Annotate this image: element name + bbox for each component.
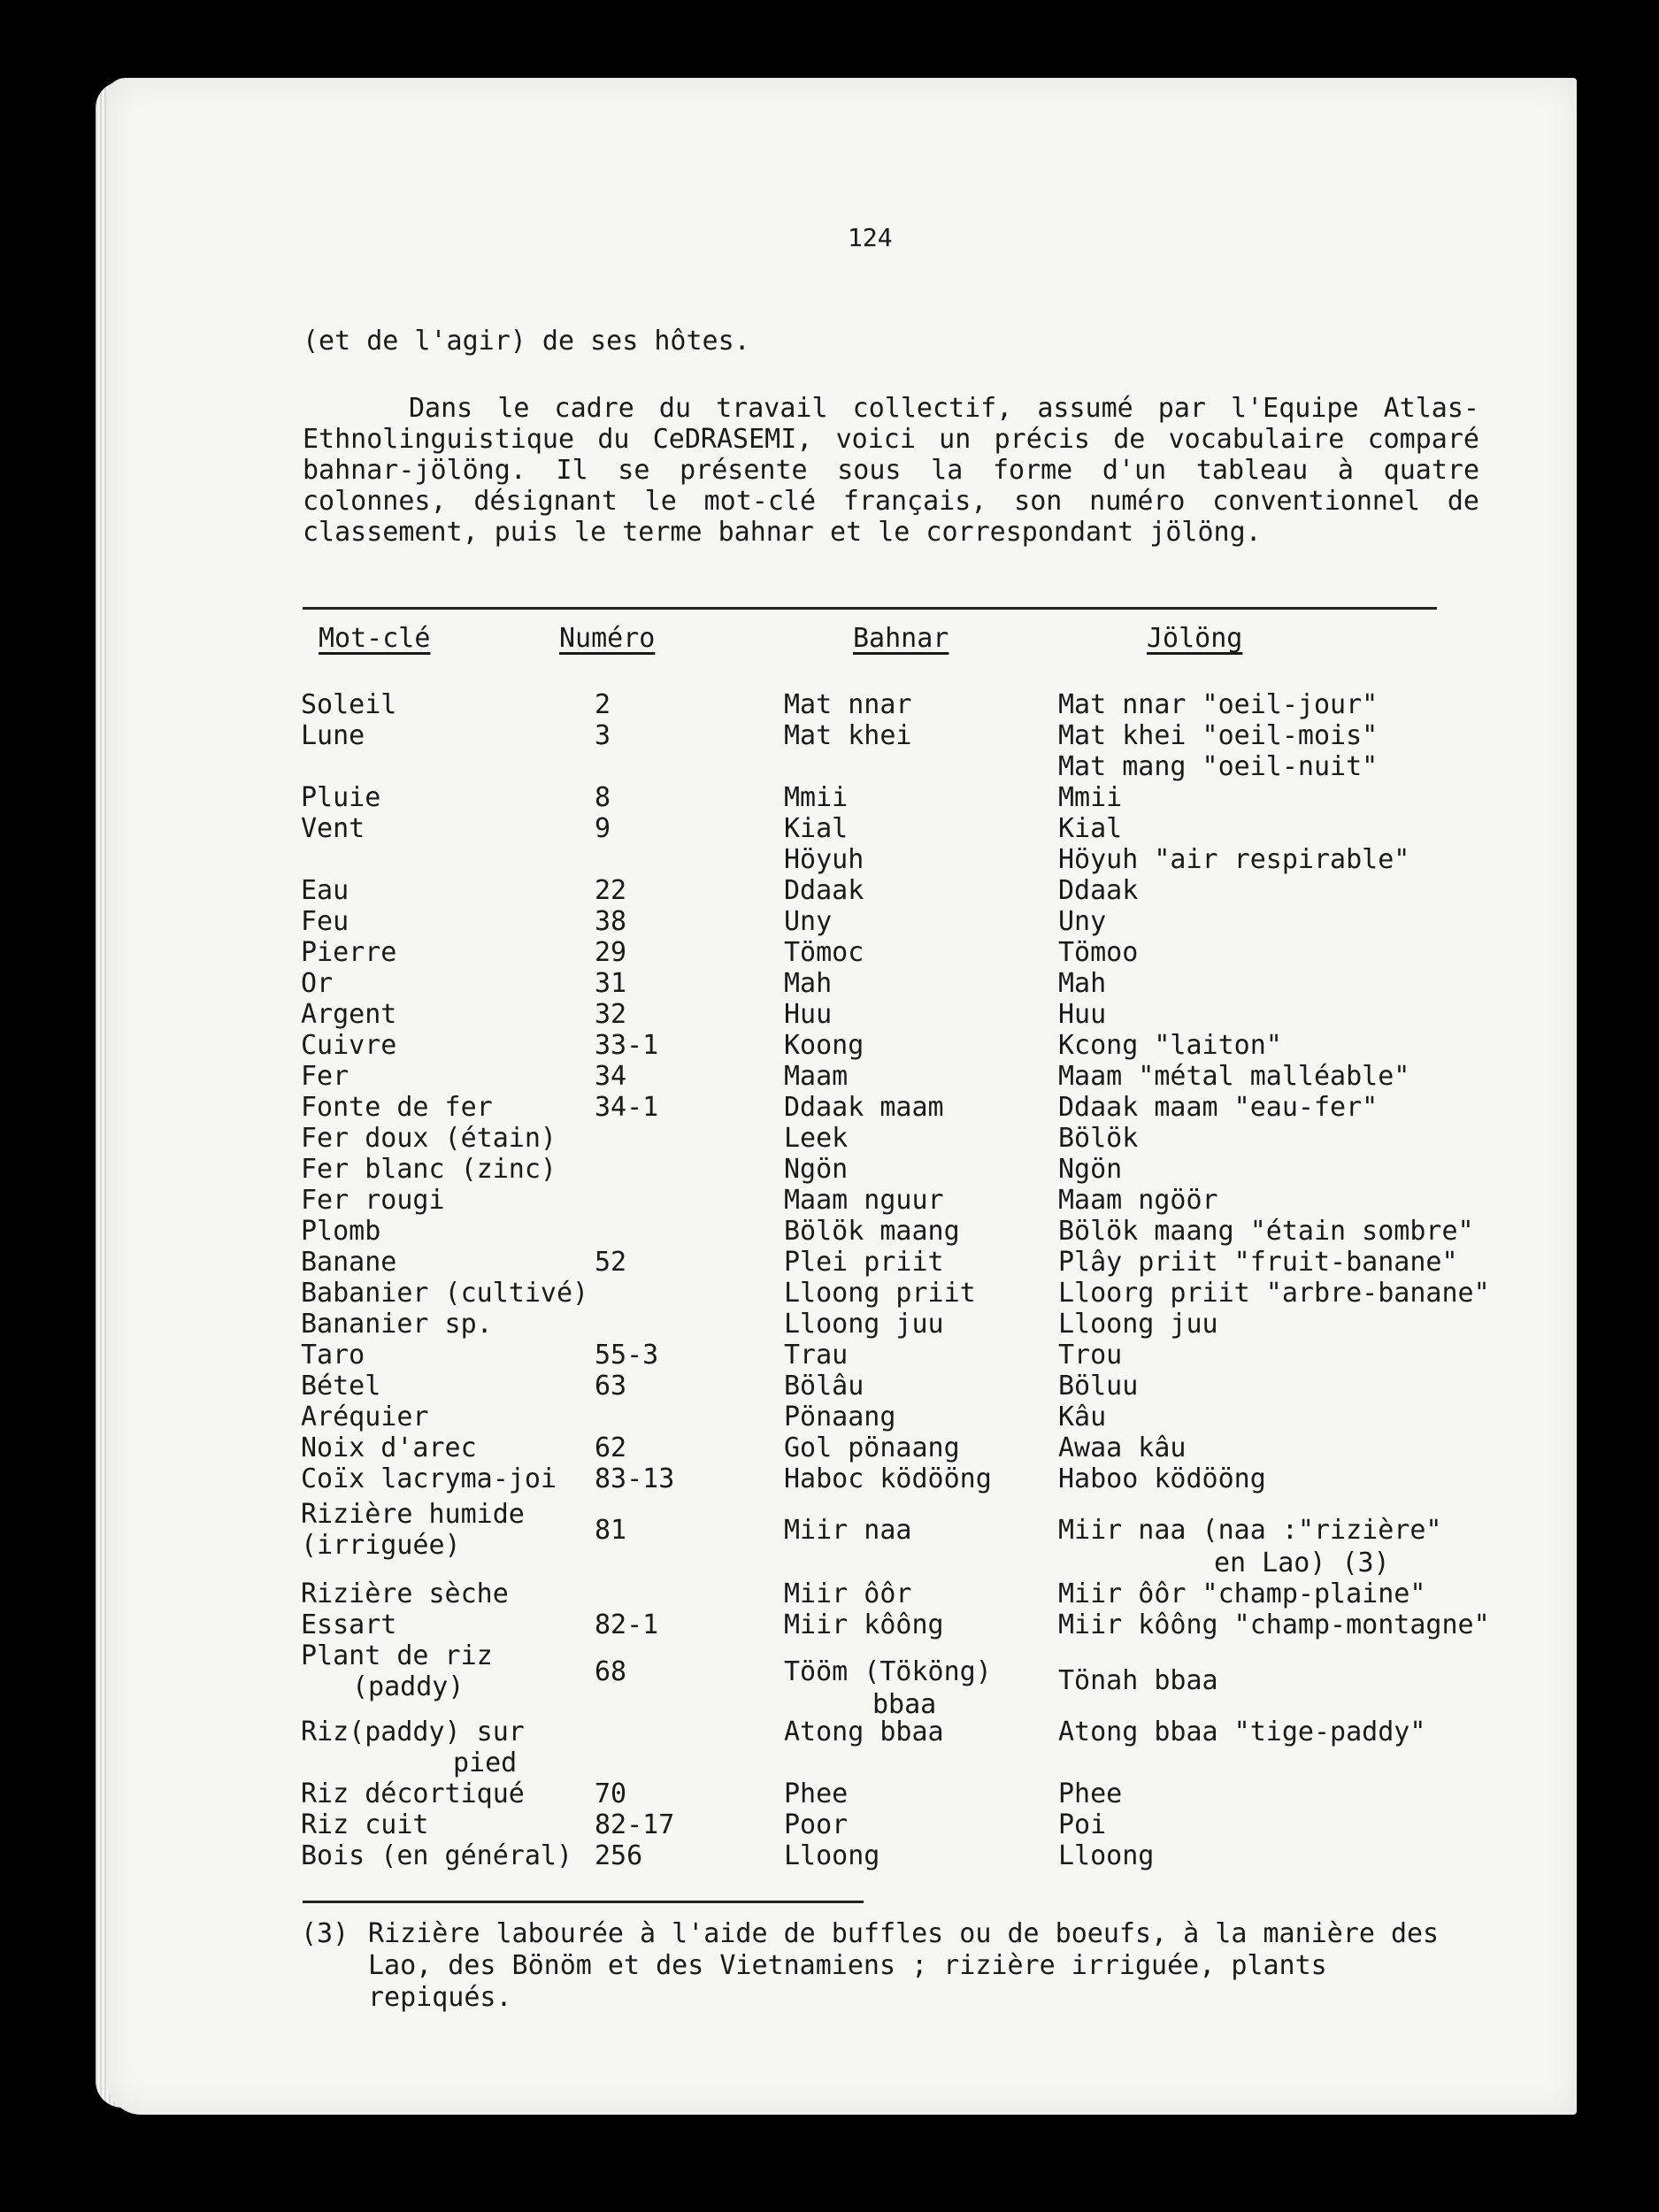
bahnar-cell: Atong bbaa (784, 1717, 944, 1747)
jolong-cell: Tönah bbaa (1058, 1665, 1218, 1696)
table-row (0, 999, 1659, 1031)
jolong-cell: Miir naa (naa :"rizière" (1058, 1515, 1442, 1546)
jolong-cell: Huu (1058, 999, 1107, 1030)
jolong-cell: Maam "métal malléable" (1058, 1061, 1410, 1092)
footnote-marker: (3) (301, 1918, 349, 1949)
mot-cle-cell: Argent (301, 999, 397, 1030)
intro-paragraph: Dans le cadre du travail collectif, assumé par l'Equipe Atlas-Ethnolinguistique du CeDRASEMI, voici un précis de vocabulaire comparé bahnar-jölöng. Il se présente sous la forme d'un tableau à quatre colonnes, désignant le mot-clé français, son numéro conventionnel de classement, puis le terme bahnar et le correspondant jölöng. (303, 393, 1479, 548)
jolong-cell: Mat khei "oeil-mois" (1058, 720, 1379, 751)
jolong-cell: Miir kôông "champ-montagne" (1058, 1609, 1490, 1640)
numero-cell: 32 (595, 999, 627, 1030)
jolong-cell: Poi (1058, 1809, 1107, 1840)
jolong-cell: Plây priit "fruit-banane" (1058, 1247, 1458, 1278)
table-row (0, 1309, 1659, 1340)
bahnar-cell: bbaa (872, 1689, 937, 1720)
mot-cle-cell: Cuivre (301, 1030, 397, 1061)
jolong-cell: Kial (1058, 813, 1123, 844)
mot-cle-cell: Riz décortiqué (301, 1778, 525, 1809)
jolong-cell: Mat nnar "oeil-jour" (1058, 689, 1379, 720)
mot-cle-cell: Banane (301, 1247, 397, 1278)
table-row (0, 1278, 1659, 1310)
jolong-cell: Lloong juu (1058, 1309, 1218, 1340)
table-row (0, 1463, 1659, 1495)
bahnar-cell: Miir naa (784, 1515, 912, 1546)
table-row (0, 813, 1659, 845)
numero-cell: 22 (595, 875, 627, 906)
table-row (0, 906, 1659, 938)
table-row (0, 1371, 1659, 1402)
jolong-cell: Phee (1058, 1778, 1123, 1809)
jolong-cell: Maam ngöör (1058, 1185, 1218, 1216)
numero-cell: 9 (595, 813, 611, 844)
mot-cle-cell: Babanier (cultivé) (301, 1278, 589, 1309)
table-top-rule (303, 607, 1437, 610)
bahnar-cell: Maam nguur (784, 1185, 944, 1216)
bahnar-cell: Phee (784, 1778, 849, 1809)
table-row (0, 782, 1659, 814)
numero-cell: 31 (595, 968, 627, 999)
table-row (0, 1840, 1659, 1872)
bahnar-cell: Kial (784, 813, 849, 844)
intro-line: (et de l'agir) de ses hôtes. (303, 326, 750, 357)
numero-cell: 55-3 (595, 1340, 659, 1371)
mot-cle-cell: Bétel (301, 1371, 381, 1402)
jolong-cell: Höyuh "air respirable" (1058, 844, 1410, 875)
jolong-cell: Ddaak (1058, 875, 1139, 906)
table-row (0, 875, 1659, 907)
mot-cle-cell: Fer rougi (301, 1185, 445, 1216)
mot-cle-cell: (paddy) (352, 1671, 465, 1702)
bahnar-cell: Lloong (784, 1840, 880, 1871)
bahnar-cell: Lloong priit (784, 1278, 976, 1309)
table-row (0, 1809, 1659, 1841)
table-row (0, 1432, 1659, 1464)
numero-cell: 2 (595, 689, 611, 720)
table-row (0, 689, 1659, 721)
mot-cle-cell: Riz cuit (301, 1809, 429, 1840)
jolong-cell: Ngön (1058, 1154, 1123, 1185)
table-row (0, 1216, 1659, 1248)
numero-cell: 68 (595, 1656, 627, 1687)
table-row (0, 1548, 1659, 1579)
jolong-cell: Bölök maang "étain sombre" (1058, 1216, 1474, 1247)
table-row (0, 1123, 1659, 1155)
mot-cle-cell: Riz(paddy) sur (301, 1717, 525, 1747)
bahnar-cell: Tömoc (784, 937, 864, 968)
table-row (0, 1061, 1659, 1093)
bahnar-cell: Mmii (784, 782, 849, 813)
numero-cell: 82-17 (595, 1809, 675, 1840)
table-row (0, 1578, 1659, 1610)
header-bahnar: Bahnar (853, 623, 949, 654)
mot-cle-cell: Fer (301, 1061, 349, 1092)
mot-cle-cell: Feu (301, 906, 349, 937)
numero-cell: 33-1 (595, 1030, 659, 1061)
bahnar-cell: Haboc ködööng (784, 1463, 992, 1494)
table-row (0, 937, 1659, 969)
bahnar-cell: Poor (784, 1809, 849, 1840)
jolong-cell: Ddaak maam "eau-fer" (1058, 1092, 1379, 1123)
numero-cell: 3 (595, 720, 611, 751)
mot-cle-cell: Plomb (301, 1216, 381, 1247)
bahnar-cell: Tööm (Tököng) (784, 1656, 992, 1687)
jolong-cell: Tömoo (1058, 937, 1139, 968)
mot-cle-cell: Or (301, 968, 334, 999)
table-row (0, 1030, 1659, 1062)
numero-cell: 63 (595, 1371, 627, 1402)
mot-cle-cell: Pluie (301, 782, 381, 813)
bahnar-cell: Mat nnar (784, 689, 912, 720)
mot-cle-cell: Essart (301, 1609, 397, 1640)
jolong-cell: Mah (1058, 968, 1107, 999)
table-row (0, 1340, 1659, 1371)
bahnar-cell: Mat khei (784, 720, 912, 751)
jolong-cell: Awaa kâu (1058, 1432, 1187, 1463)
mot-cle-cell: Bananier sp. (301, 1309, 493, 1340)
jolong-cell: Haboo ködööng (1058, 1463, 1266, 1494)
numero-cell: 38 (595, 906, 627, 937)
table-row (0, 968, 1659, 1000)
jolong-cell: Trou (1058, 1340, 1123, 1371)
table-row (0, 751, 1659, 783)
jolong-cell: Böluu (1058, 1371, 1139, 1402)
jolong-cell: en Lao) (3) (1214, 1548, 1390, 1578)
mot-cle-cell: Taro (301, 1340, 365, 1371)
numero-cell: 8 (595, 782, 611, 813)
mot-cle-cell: Coïx lacryma-joi (301, 1463, 557, 1494)
mot-cle-cell: Fonte de fer (301, 1092, 493, 1123)
header-jolong: Jölöng (1147, 623, 1243, 654)
bahnar-cell: Bölök maang (784, 1216, 960, 1247)
bahnar-cell: Plei priit (784, 1247, 944, 1278)
numero-cell: 34 (595, 1061, 627, 1092)
header-numero: Numéro (559, 623, 656, 654)
mot-cle-cell: Rizière humide (301, 1499, 525, 1530)
jolong-cell: Bölök (1058, 1123, 1139, 1154)
jolong-cell: Mat mang "oeil-nuit" (1058, 751, 1379, 782)
mot-cle-cell: (irriguée) (301, 1530, 461, 1561)
mot-cle-cell: Vent (301, 813, 365, 844)
table-row (0, 1717, 1659, 1748)
table-row (0, 844, 1659, 876)
mot-cle-cell: Lune (301, 720, 365, 751)
bahnar-cell: Ddaak (784, 875, 864, 906)
table-row (0, 1185, 1659, 1217)
numero-cell: 52 (595, 1247, 627, 1278)
bahnar-cell: Ngön (784, 1154, 849, 1185)
bahnar-cell: Mah (784, 968, 833, 999)
table-row (0, 1747, 1659, 1779)
mot-cle-cell: Fer doux (étain) (301, 1123, 557, 1154)
mot-cle-cell: Rizière sèche (301, 1578, 509, 1609)
mot-cle-cell: Eau (301, 875, 349, 906)
mot-cle-cell: Soleil (301, 689, 397, 720)
bahnar-cell: Leek (784, 1123, 849, 1154)
page-number: 124 (848, 223, 893, 252)
footnote-rule (303, 1901, 864, 1903)
jolong-cell: Kcong "laiton" (1058, 1030, 1282, 1061)
bahnar-cell: Höyuh (784, 844, 864, 875)
bahnar-cell: Miir ôôr (784, 1578, 912, 1609)
table-row (0, 1154, 1659, 1186)
mot-cle-cell: pied (453, 1747, 518, 1778)
bahnar-cell: Miir kôông (784, 1609, 944, 1640)
mot-cle-cell: Bois (en général) (301, 1840, 573, 1871)
bahnar-cell: Uny (784, 906, 833, 937)
mot-cle-cell: Fer blanc (zinc) (301, 1154, 557, 1185)
table-row (0, 720, 1659, 752)
jolong-cell: Kâu (1058, 1402, 1107, 1432)
bahnar-cell: Koong (784, 1030, 864, 1061)
bahnar-cell: Bölâu (784, 1371, 864, 1402)
numero-cell: 81 (595, 1515, 627, 1546)
bahnar-cell: Trau (784, 1340, 849, 1371)
jolong-cell: Lloong (1058, 1840, 1155, 1871)
table-row (0, 1609, 1659, 1641)
table-row (0, 1402, 1659, 1433)
table-row (0, 1778, 1659, 1810)
mot-cle-cell: Noix d'arec (301, 1432, 477, 1463)
table-row (0, 1247, 1659, 1279)
numero-cell: 82-1 (595, 1609, 659, 1640)
jolong-cell: Uny (1058, 906, 1107, 937)
footnote-text: Rizière labourée à l'aide de buffles ou de boeufs, à la manière des Lao, des Bönöm et des Vietnamiens ; rizière irriguée, plants repiqués. (368, 1918, 1440, 2013)
table-row (0, 1092, 1659, 1124)
bahnar-cell: Maam (784, 1061, 849, 1092)
header-mot-cle: Mot-clé (319, 623, 431, 654)
mot-cle-cell: Plant de riz (301, 1640, 493, 1671)
jolong-cell: Miir ôôr "champ-plaine" (1058, 1578, 1426, 1609)
bahnar-cell: Lloong juu (784, 1309, 944, 1340)
numero-cell: 256 (595, 1840, 643, 1871)
mot-cle-cell: Aréquier (301, 1402, 429, 1432)
numero-cell: 83-13 (595, 1463, 675, 1494)
bahnar-cell: Gol pönaang (784, 1432, 960, 1463)
numero-cell: 34-1 (595, 1092, 659, 1123)
bahnar-cell: Huu (784, 999, 833, 1030)
jolong-cell: Mmii (1058, 782, 1123, 813)
numero-cell: 29 (595, 937, 627, 968)
numero-cell: 70 (595, 1778, 627, 1809)
mot-cle-cell: Pierre (301, 937, 397, 968)
bahnar-cell: Ddaak maam (784, 1092, 944, 1123)
jolong-cell: Lloorg priit "arbre-banane" (1058, 1278, 1490, 1309)
numero-cell: 62 (595, 1432, 627, 1463)
bahnar-cell: Pönaang (784, 1402, 896, 1432)
jolong-cell: Atong bbaa "tige-paddy" (1058, 1717, 1426, 1747)
